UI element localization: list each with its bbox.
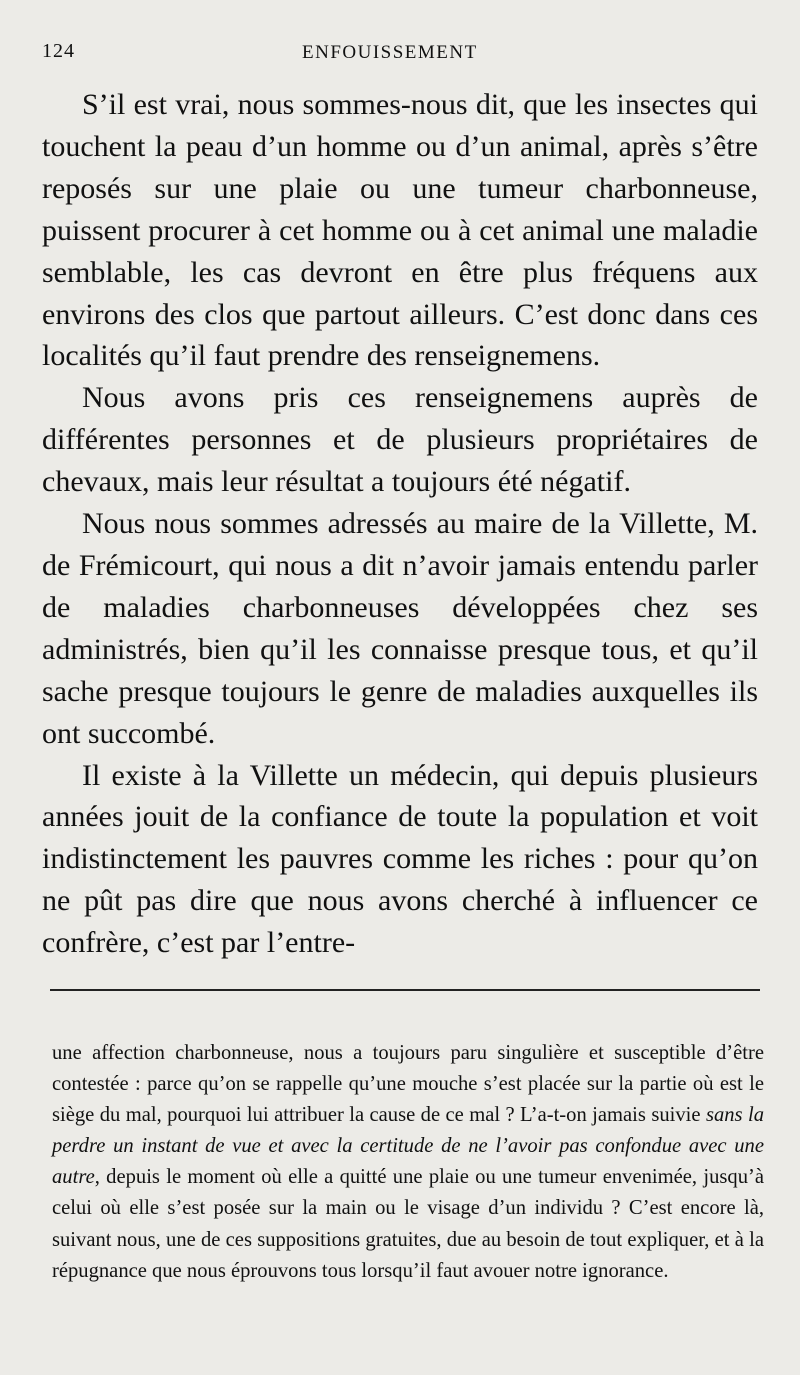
main-text	[42, 84, 758, 964]
footnote-text-1: une affection charbonneuse, nous a toujours paru singulière et susceptible d’être contestée : parce qu’on se rappelle qu’une mouche s’est placée sur la partie où est le siège du mal, pourquoi lui attribuer la cause de ce mal ? L’a-t-on jamais suivie	[52, 1042, 764, 1127]
footnote	[52, 1038, 764, 1287]
running-head: ENFOUISSEMENT	[302, 42, 478, 63]
footnote-italic-text: sans la perdre un instant de vue et avec la certitude de ne l’avoir pas confondue avec une autre	[52, 1104, 764, 1189]
paragraph: Nous nous sommes adressés au maire de la Villette, M. de Frémicourt, qui nous a dit n’avoir jamais entendu parler de maladies charbonneuses développées chez ses administrés, bien qu’il les connaisse presque tous, et qu’il sache presque toujours le genre de maladies auxquelles ils ont succombé.	[42, 507, 758, 750]
paragraph: Nous avons pris ces renseignemens auprès de différentes personnes et de plusieurs propriétaires de chevaux, mais leur résultat a toujours été négatif.	[42, 381, 758, 499]
footnote-separator	[50, 989, 760, 991]
page-header	[42, 40, 742, 74]
page-number: 124	[42, 40, 75, 62]
paragraph: S’il est vrai, nous sommes-nous dit, que les insectes qui touchent la peau d’un homme ou d’un animal, après s’être reposés sur une plaie ou une tumeur charbonneuse, puissent procurer à cet homme ou à cet animal une maladie semblable, les cas devront en être plus fréquens aux environs des clos que partout ailleurs. C’est donc dans ces localités qu’il faut prendre des renseignemens.	[42, 88, 758, 373]
footnote-paragraph	[52, 1038, 764, 1287]
footnote-text-2: , depuis le moment où elle a quitté une plaie ou une tumeur envenimée, jusqu’à celui où elle s’est posée sur la main ou le visage d’un individu ? C’est encore là, suivant nous, une de ces suppositions gratuites, due au besoin de tout expliquer, et à la répugnance que nous éprouvons tous lorsqu’il faut avouer notre ignorance.	[52, 1166, 764, 1282]
paragraph: Il existe à la Villette un médecin, qui depuis plusieurs années jouit de la confiance de toute la population et voit indistinctement les pauvres comme les riches : pour qu’on ne pût pas dire que nous avons cherché à influencer ce confrère, c’est par l’entre-	[42, 758, 758, 960]
